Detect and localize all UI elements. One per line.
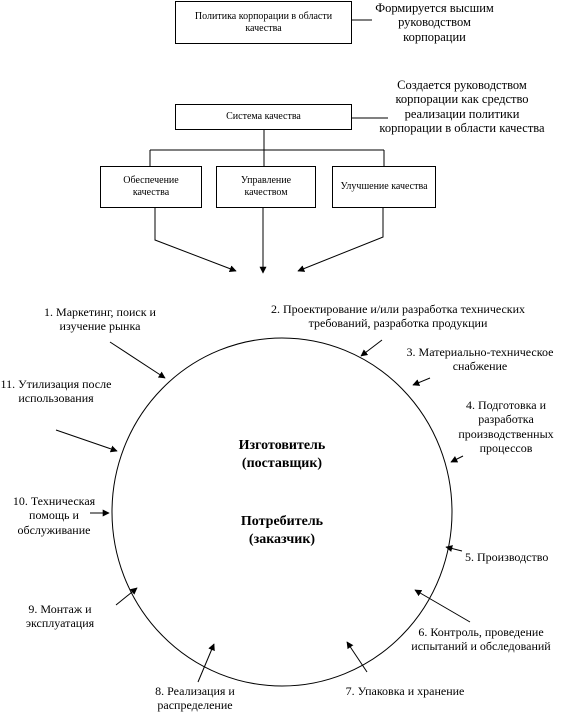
stage-10-label: 10. Техническая помощь и обслуживание (12, 494, 96, 537)
center-manufacturer: Изготовитель (поставщик) (238, 438, 326, 471)
stage-3-label: 3. Материально-техническое снабжение (406, 345, 554, 374)
stage-7-arrow (347, 642, 367, 672)
quality-improvement-box: Улучшение качества (332, 166, 436, 208)
stage-3-arrow (413, 378, 430, 385)
arrow-assurance (155, 208, 236, 271)
arrow-improvement (298, 208, 383, 271)
cycle-circle (112, 338, 452, 686)
stage-8-label: 8. Реализация и распределение (155, 684, 235, 713)
system-box: Система качества (175, 104, 352, 130)
stage-5-label: 5. Производство (465, 550, 549, 564)
stage-1-label: 1. Маркетинг, поиск и изучение рынка (44, 305, 156, 334)
quality-management-box: Управление качеством (216, 166, 316, 208)
stage-2-label: 2. Проектирование и/или разработка технических требований, разработка продукции (270, 302, 526, 331)
stage-9-label: 9. Монтаж и эксплуатация (25, 602, 95, 631)
stage-6-arrow (415, 590, 470, 622)
stage-11-arrow (56, 430, 117, 451)
stage-6-label: 6. Контроль, проведение испытаний и обследований (411, 625, 551, 654)
system-note: Создается руководством корпорации как средство реализации политики корпорации в области качества (379, 78, 545, 136)
stage-8-arrow (198, 644, 214, 682)
stage-4-label: 4. Подготовка и разработка производственных процессов (458, 398, 554, 456)
stage-11-label: 11. Утилизация после использования (0, 377, 112, 406)
quality-assurance-box: Обеспечение качества (100, 166, 202, 208)
stage-7-label: 7. Упаковка и хранение (345, 684, 465, 698)
policy-box: Политика корпорации в области качества (175, 1, 352, 44)
stage-2-arrow (361, 340, 382, 356)
stage-1-arrow (110, 342, 165, 378)
stage-4-arrow (451, 456, 463, 462)
policy-note: Формируется высшим руководством корпорации (375, 1, 494, 44)
center-consumer: Потребитель (заказчик) (240, 514, 324, 547)
